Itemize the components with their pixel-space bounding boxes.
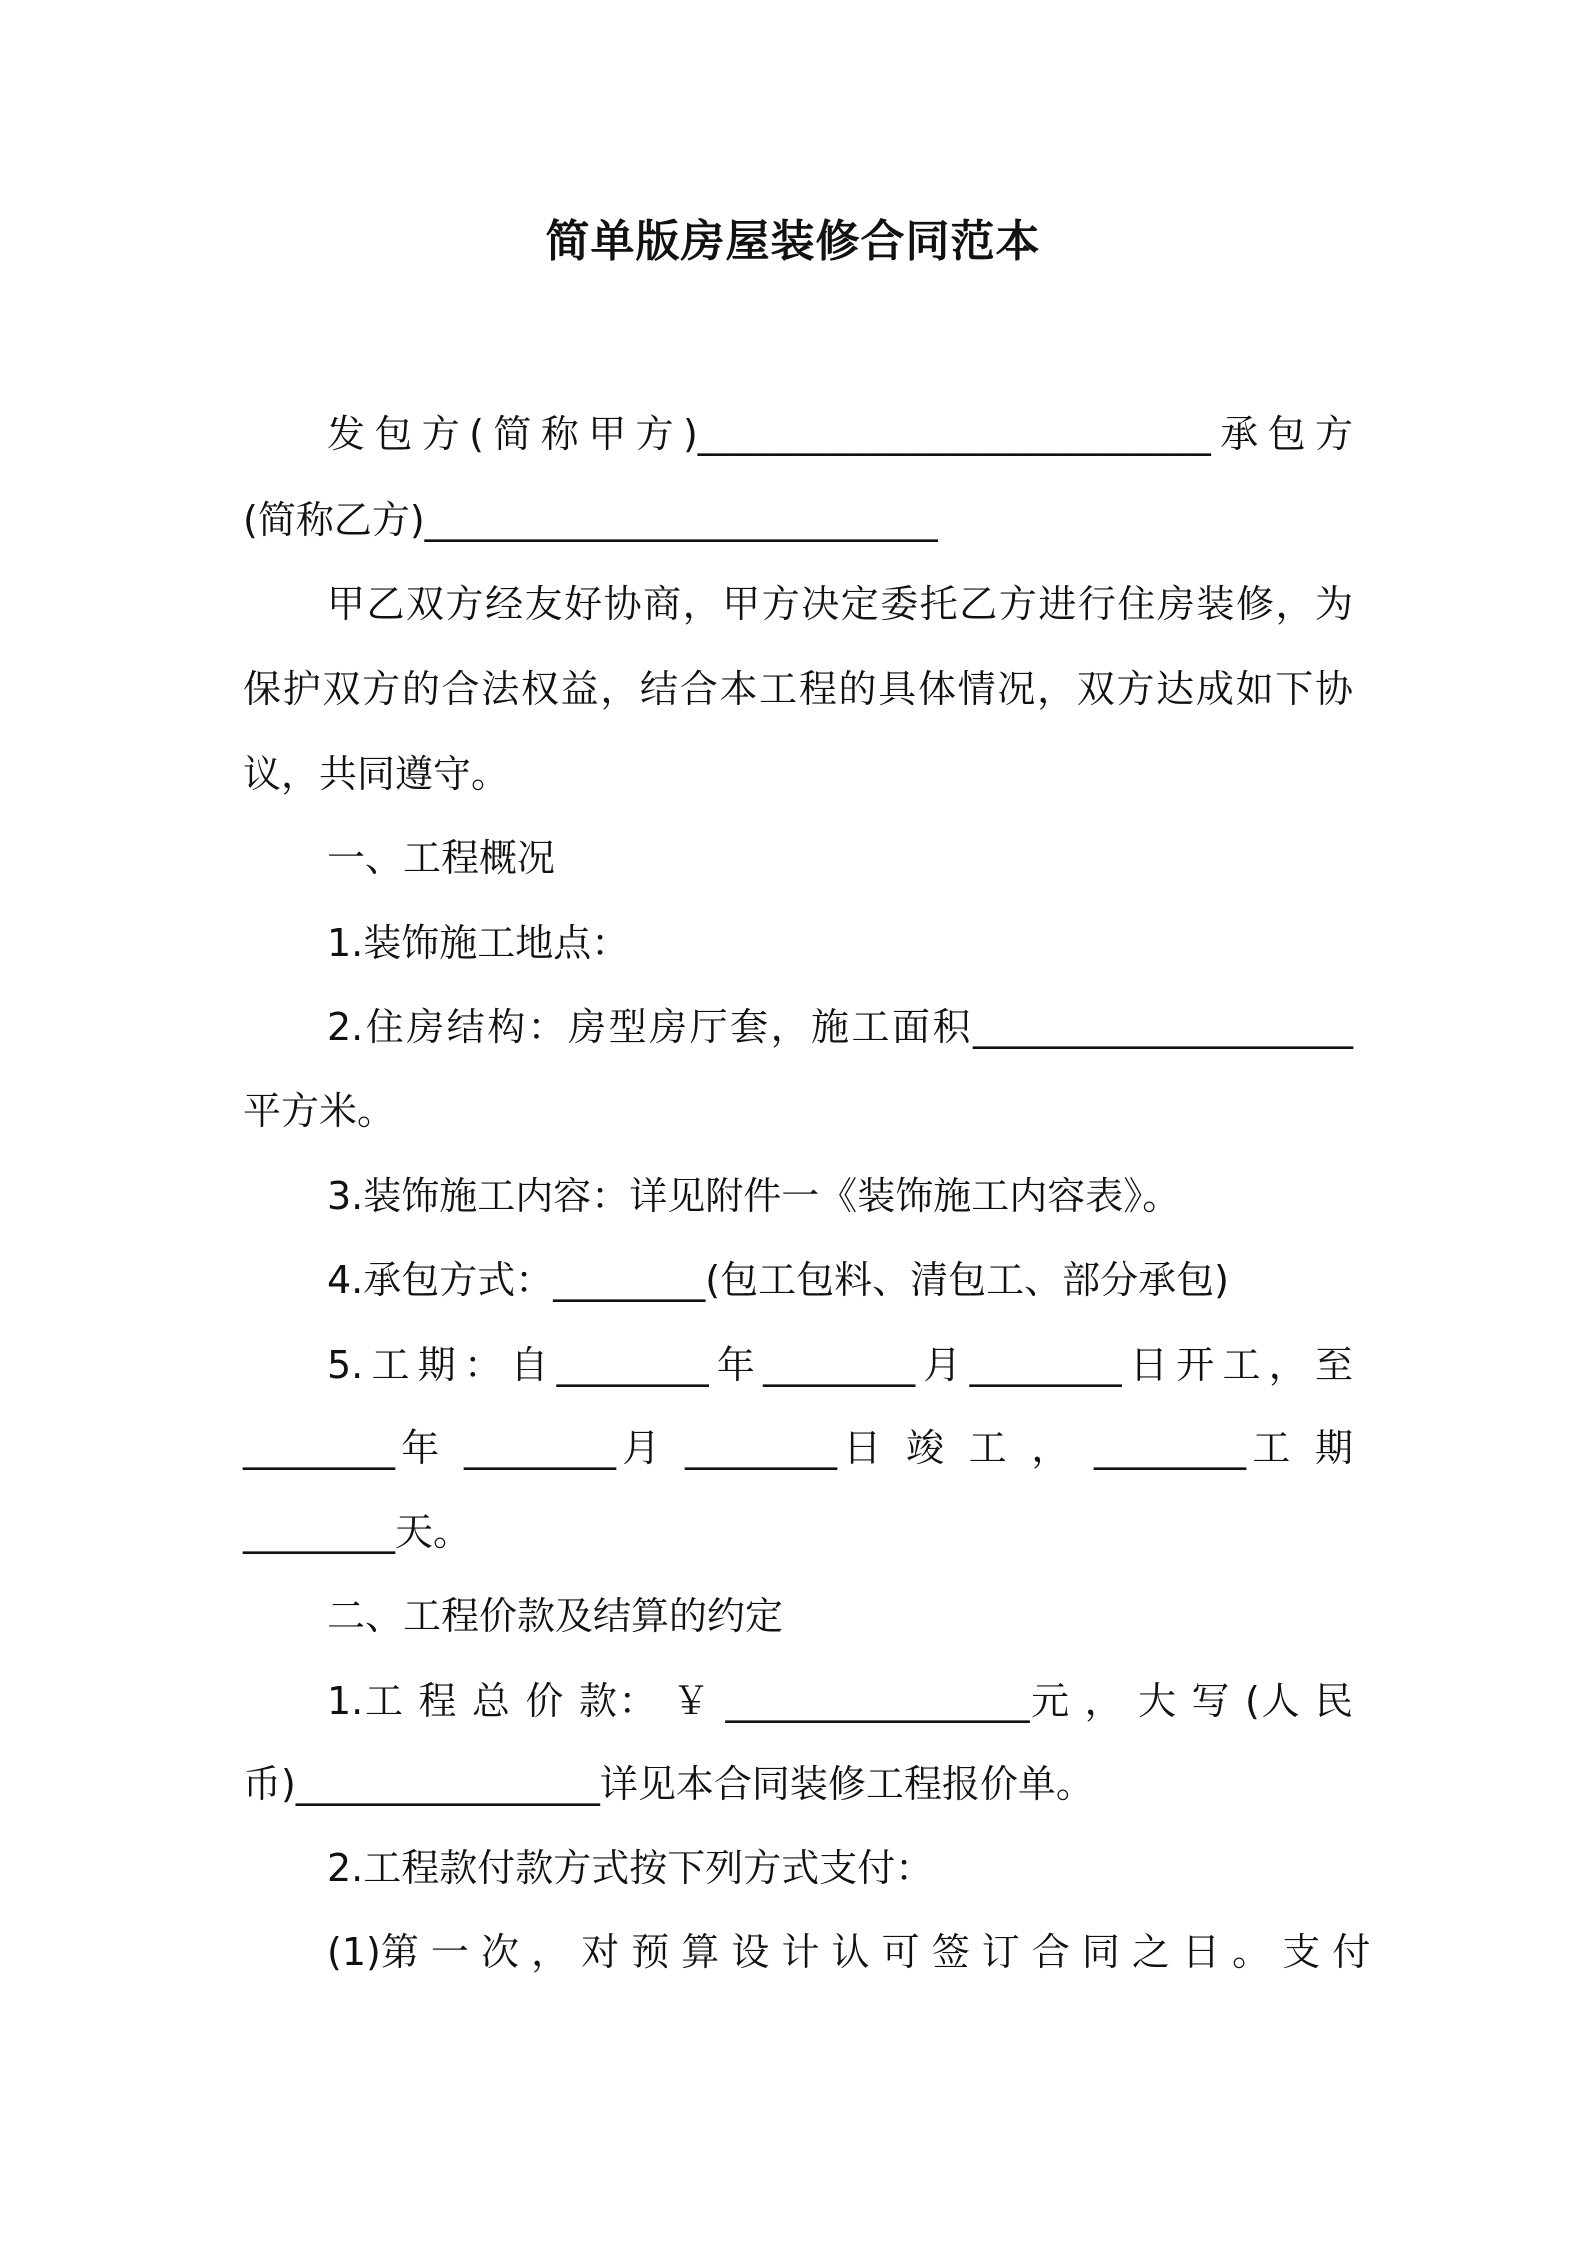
preamble-line-2: 保护双方的合法权益，结合本工程的具体情况，双方达成如下协 [243, 667, 1353, 711]
section-1-heading: 一、工程概况 [327, 836, 556, 880]
document-title: 简单版房屋装修合同范本 [545, 216, 1041, 267]
clause-1-2-line-2: 平方米。 [243, 1089, 396, 1133]
clause-1-4: 4.承包方式：________(包工包料、清包工、部分承包) [327, 1258, 1229, 1302]
clause-1-3: 3.装饰施工内容：详见附件一《装饰施工内容表》。 [327, 1174, 1181, 1218]
clause-1-5-line-2: ________年 ________月 ________日 竣 工 ， ________工 期 [243, 1426, 1353, 1470]
party-a-line: 发包方(简称甲方)___________________________承包方 [327, 412, 1353, 456]
clause-2-2-1: (1)第 一 次 ， 对 预 算 设 计 认 可 签 订 合 同 之 日 。 支 付 [327, 1930, 1371, 1974]
clause-1-2-line-1: 2.住房结构：房型房厅套，施工面积____________________ [327, 1005, 1353, 1049]
preamble-line-3: 议，共同遵守。 [243, 752, 510, 796]
clause-2-1-line-1: 1.工 程 总 价 款： ￥ ________________元 ， 大 写 (人 民 [327, 1679, 1353, 1723]
clause-1-5-line-1: 5.工期：自________年________月________日开工，至 [327, 1343, 1353, 1387]
party-b-line: (简称乙方)___________________________ [243, 498, 938, 542]
clause-1-1: 1.装饰施工地点： [327, 921, 630, 965]
clause-2-2: 2.工程款付款方式按下列方式支付： [327, 1846, 934, 1890]
section-2-heading: 二、工程价款及结算的约定 [327, 1594, 784, 1638]
clause-2-1-line-2: 币)________________详见本合同装修工程报价单。 [243, 1762, 1094, 1806]
clause-1-5-line-3: ________天。 [243, 1510, 472, 1554]
preamble-line-1: 甲乙双方经友好协商，甲方决定委托乙方进行住房装修，为 [327, 582, 1353, 626]
